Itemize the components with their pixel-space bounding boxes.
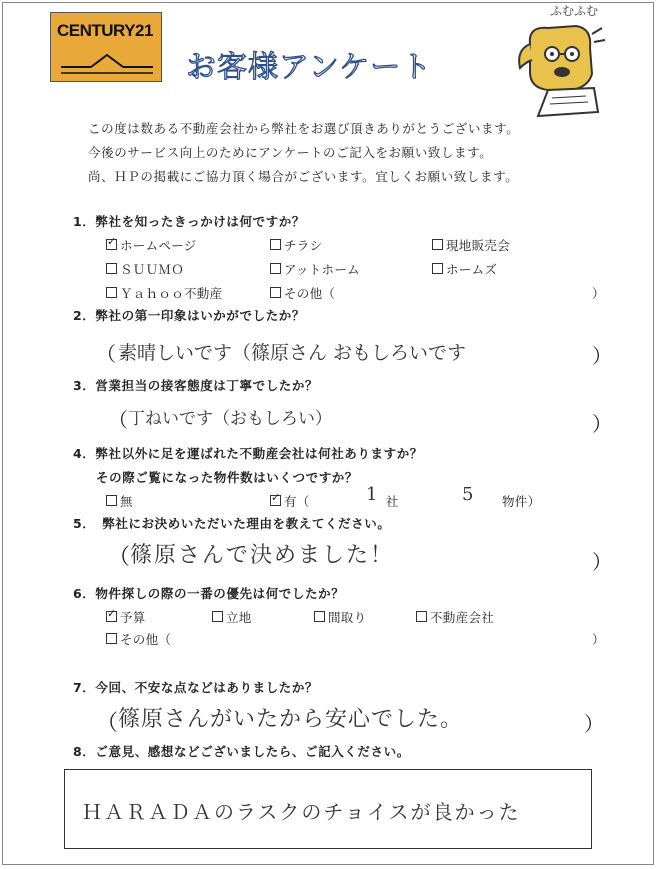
q1-option-homes[interactable]: ホームズ: [432, 260, 497, 278]
checkbox[interactable]: [270, 287, 281, 298]
q6-option-location[interactable]: 立地: [212, 608, 252, 626]
q1-option-other[interactable]: その他（: [270, 284, 335, 302]
q2-open-paren: （: [96, 342, 116, 366]
q5-answer[interactable]: 篠原さんで決めました！: [130, 543, 395, 568]
q1-option-yahoo[interactable]: Ｙａｈｏｏ不動産: [106, 284, 222, 302]
house-roof-icon: [61, 53, 153, 77]
checkbox[interactable]: [106, 287, 117, 298]
intro-line-1: この度は数ある不動産会社から弊社をお選び頂きありがとうございます。: [88, 121, 520, 136]
q4-property-count[interactable]: 5: [462, 484, 474, 505]
checkbox[interactable]: [270, 495, 281, 506]
checkbox[interactable]: [270, 239, 281, 250]
question-2: 2．弊社の第一印象はいかがでしたか？: [73, 308, 305, 323]
q1-other-close: ）: [592, 286, 605, 301]
q7-close-paren: ）: [584, 712, 604, 736]
q7-open-paren: （: [96, 711, 119, 736]
checkbox[interactable]: [106, 263, 117, 274]
q6-option-budget[interactable]: ✓予算: [106, 608, 146, 626]
checkbox[interactable]: [270, 263, 281, 274]
checkbox[interactable]: [106, 633, 117, 644]
question-5: 5． 弊社にお決めいただいた理由を教えてください。: [73, 516, 391, 531]
q4-option-none[interactable]: 無: [106, 492, 133, 510]
question-4-sub: その際ご覧になった物件数はいくつですか？: [96, 470, 359, 485]
question-1: 1．弊社を知ったきっかけは何ですか？: [73, 214, 305, 229]
q8-answer[interactable]: ＨＡＲＡＤＡのラスクのチョイスが良かった: [82, 800, 521, 824]
q6-option-layout[interactable]: 間取り: [314, 608, 366, 626]
q6-option-agency[interactable]: 不動産会社: [416, 608, 494, 626]
q1-option-homepage[interactable]: ✓ホームページ: [106, 236, 197, 254]
question-7: 7．今回、不安な点などはありましたか？: [73, 680, 319, 695]
intro-line-3: 尚、ＨＰの掲載にご協力頂く場合がございます。宜しくお願い致します。: [88, 169, 519, 184]
century21-logo: [50, 12, 162, 82]
intro-line-2: 今後のサービス向上のためにアンケートのご記入をお願い致します。: [88, 145, 493, 160]
q4-company-unit: 社: [386, 494, 399, 509]
q1-option-open-house[interactable]: 現地販売会: [432, 236, 510, 254]
checkbox[interactable]: [212, 611, 223, 622]
q3-open-paren: （: [108, 408, 128, 432]
q7-answer[interactable]: 篠原さんがいたから安心でした。: [118, 707, 464, 732]
q3-close-paren: ）: [592, 412, 612, 436]
checkbox[interactable]: [106, 239, 117, 250]
q3-answer[interactable]: 丁ねいです（おもしろい）: [128, 409, 332, 429]
question-3: 3．営業担当の接客態度は丁寧でしたか？: [73, 378, 319, 393]
checkbox[interactable]: [106, 611, 117, 622]
logo-text: CENTURY21: [57, 21, 153, 40]
q6-option-other[interactable]: その他（: [106, 630, 171, 648]
checkbox[interactable]: [314, 611, 325, 622]
checkbox[interactable]: [432, 263, 443, 274]
q4-option-yes[interactable]: ✓ 有（: [270, 492, 310, 510]
mascot-dog-icon: [508, 4, 608, 124]
q1-option-suumo[interactable]: ＳＵＵＭＯ: [106, 260, 184, 278]
question-8: 8．ご意見、感想などございましたら、ご記入ください。: [73, 744, 410, 759]
q5-close-paren: ）: [592, 550, 612, 574]
checkbox[interactable]: [432, 239, 443, 250]
checkbox[interactable]: [106, 495, 117, 506]
mascot-sound-text: ふむふむ: [550, 4, 599, 18]
page-title: お客様アンケート: [186, 50, 433, 85]
q4-company-count[interactable]: 1: [366, 484, 378, 505]
q6-other-close: ）: [592, 632, 605, 647]
question-4: 4．弊社以外に足を運ばれた不動産会社は何社ありますか？: [73, 446, 423, 461]
q2-answer[interactable]: 素晴しいです（篠原さん おもしろいです: [118, 342, 467, 364]
q2-close-paren: ）: [592, 344, 612, 368]
checkbox[interactable]: [416, 611, 427, 622]
question-6: 6．物件探しの際の一番の優先は何でしたか？: [73, 586, 345, 601]
q1-option-flyer[interactable]: チラシ: [270, 236, 322, 254]
q4-property-unit: 物件）: [502, 494, 541, 509]
q1-option-athome[interactable]: アットホーム: [270, 260, 360, 278]
q5-open-paren: （: [108, 545, 131, 570]
